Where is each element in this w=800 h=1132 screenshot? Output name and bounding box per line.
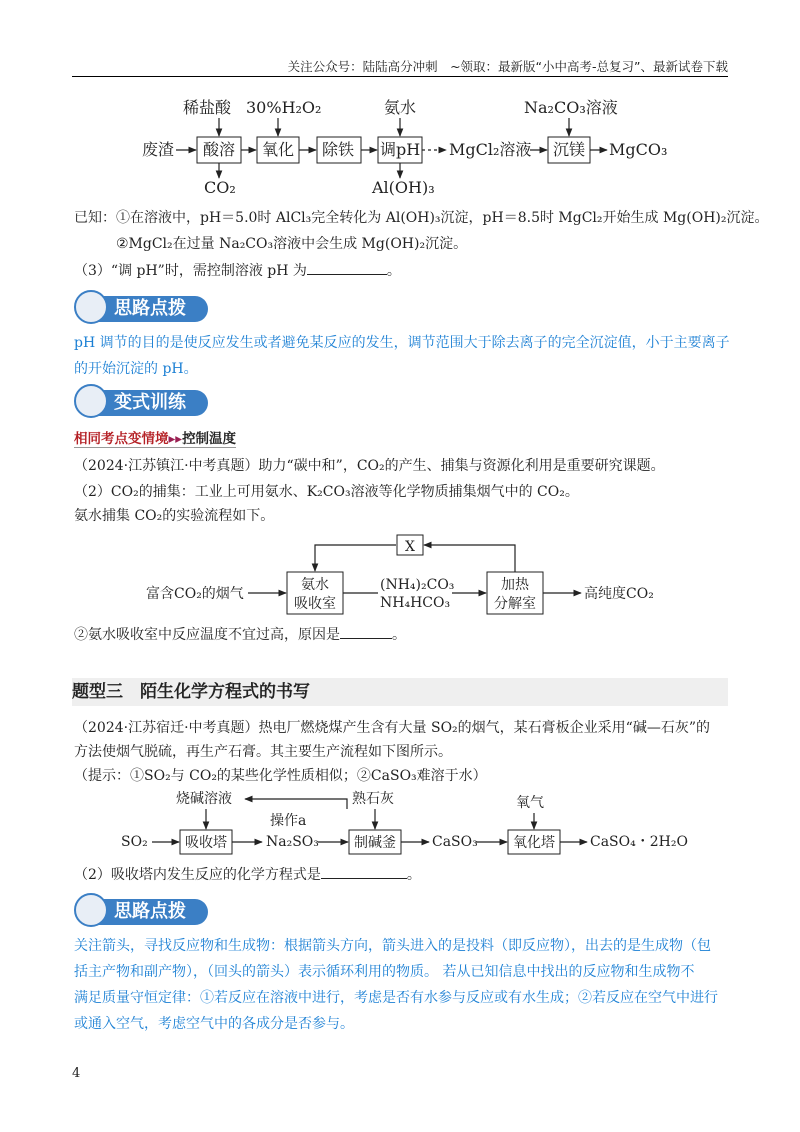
hint1-line-2: 的开始沉淀的 pH。 [74, 361, 198, 377]
flowchart-mgco3 [0, 0, 800, 210]
answer-blank[interactable] [321, 866, 407, 879]
flask-icon [74, 893, 108, 927]
label-kettle: 制碱釜 [354, 835, 396, 851]
input-h2o2: 30%H₂O₂ [246, 98, 322, 117]
decomposer-line2: 分解室 [494, 596, 536, 612]
known-line-2: ②MgCl₂在过量 Na₂CO₃溶液中会生成 Mg(OH)₂沉淀。 [116, 236, 468, 252]
question-equation [74, 866, 421, 884]
output-aloh3: Al(OH)₃ [372, 178, 435, 197]
output-co2: CO₂ [204, 178, 236, 197]
ex1-line-1: （2024·江苏镇江·中考真题）助力“碳中和”，CO₂的产生、捕集与资源化利用是重要研究课题。 [74, 458, 665, 474]
label-so2: SO₂ [121, 834, 148, 850]
question-eq-text: （2）吸收塔内发生反应的化学方程式是 [74, 867, 321, 883]
variant-tag [74, 427, 236, 448]
mid-salt-1: (NH₄)₂CO₃ [380, 577, 455, 593]
hint2-line-4: 或通入空气，考虑空气中的各成分是否参与。 [74, 1016, 354, 1032]
input-na2co3: Na₂CO₃溶液 [524, 98, 618, 117]
flask-icon [74, 384, 108, 418]
ex1-line-2: （2）CO₂的捕集：工业上可用氨水、K₂CO₃溶液等化学物质捕集烟气中的 CO₂。 [74, 484, 579, 500]
ex2-line-2: 方法使烟气脱硫，再生产石膏。其主要生产流程如下图所示。 [74, 744, 452, 760]
question-3 [74, 262, 401, 280]
input-ammonia: 氨水 [384, 98, 417, 117]
label-o2: 氧气 [516, 795, 544, 811]
flowchart-desulfurization [0, 785, 800, 860]
known-line-1: 已知：①在溶液中，pH＝5.0时 AlCl₃完全转化为 Al(OH)₃沉淀，pH＝8.5时 MgCl₂开始生成 Mg(OH)₂沉淀。 [74, 210, 769, 226]
tag-red: 相同考点变情境 [74, 431, 169, 447]
ex1-line-3: 氨水捕集 CO₂的实验流程如下。 [74, 508, 275, 524]
absorber-line2: 吸收室 [294, 596, 336, 612]
badge-title: 思路点拨 [84, 899, 208, 925]
label-op-a: 操作a [270, 813, 307, 829]
ex2-line-1: （2024·江苏宿迁·中考真题）热电厂燃烧煤产生含有大量 SO₂的烟气，某石膏板企业采用“碱—石灰”的 [74, 720, 710, 736]
label-tower: 吸收塔 [185, 835, 227, 851]
hint1-line-1: pH 调节的目的是使反应发生或者避免某反应的发生，调节范围大于除去离子的完全沉淀值，小于主要离子 [74, 335, 730, 351]
recycle-arrow-left [315, 545, 396, 571]
recycle-arrow [245, 799, 347, 809]
answer-blank[interactable] [307, 262, 387, 275]
label-oxtower: 氧化塔 [513, 835, 555, 851]
question-eq-end: 。 [406, 867, 421, 883]
badge-title: 思路点拨 [84, 296, 208, 322]
mid-mgcl2: MgCl₂溶液 [449, 140, 532, 159]
hint2-line-3: 满足质量守恒定律：①若反应在溶液中进行，考虑是否有水参与反应或有水生成；②若反应在空气中进行 [74, 990, 718, 1006]
hint2-line-2: 括主产物和副产物），（回头的箭头）表示循环利用的物质。 若从已知信息中找出的反应物和生成物不 [74, 964, 695, 980]
section-heading: 题型三 陌生化学方程式的书写 [72, 678, 728, 706]
recycle-arrow-right [424, 545, 515, 572]
end-mgco3: MgCO₃ [609, 140, 668, 159]
question-temp-text: ②氨水吸收室中反应温度不宜过高，原因是 [74, 627, 340, 643]
label-product: CaSO₄・2H₂O [590, 834, 688, 850]
input-flue-gas: 富含CO₂的烟气 [146, 586, 244, 602]
tag-rest: 控制温度 [182, 431, 237, 447]
label-x: X [405, 539, 415, 555]
double-arrow-icon: ▸▸ [168, 431, 183, 447]
label-naoh: 烧碱溶液 [176, 791, 232, 807]
mid-salt-2: NH₄HCO₃ [380, 595, 451, 611]
output-pure-co2: 高纯度CO₂ [584, 586, 654, 602]
input-hcl: 稀盐酸 [183, 98, 232, 117]
absorber-line1: 氨水 [301, 577, 329, 593]
step-oxid: 氧化 [262, 140, 295, 159]
question-3-text: （3）“调 pH”时，需控制溶液 pH 为 [74, 263, 307, 279]
ex2-line-3: （提示：①SO₂与 CO₂的某些化学性质相似；②CaSO₃难溶于水） [74, 768, 487, 784]
badge-title: 变式训练 [84, 390, 208, 416]
question-temp [74, 626, 406, 644]
step-ph: 调pH [380, 140, 421, 159]
answer-blank[interactable] [340, 626, 392, 639]
label-lime: 熟石灰 [352, 791, 394, 807]
decomposer-line1: 加热 [501, 577, 529, 593]
label-na2so3: Na₂SO₃ [266, 834, 319, 850]
question-3-end: 。 [386, 263, 401, 279]
step-mg: 沉镁 [553, 140, 586, 159]
page-number: 4 [72, 1066, 81, 1081]
page-header: 关注公众号：陆陆高分冲刺 ~领取：最新版“小中高考-总复习”、最新试卷下载 [287, 59, 728, 74]
question-temp-end: 。 [392, 627, 406, 643]
hint2-line-1: 关注箭头，寻找反应物和生成物：根据箭头方向，箭头进入的是投料（即反应物），出去的是生成物（包 [74, 938, 711, 954]
flowchart-co2-capture [0, 525, 800, 625]
flask-icon [74, 290, 108, 324]
step-acid: 酸溶 [203, 140, 236, 159]
step-iron: 除铁 [322, 140, 355, 159]
label-caso3: CaSO₃ [432, 834, 478, 850]
start-residue: 废渣 [142, 140, 175, 159]
